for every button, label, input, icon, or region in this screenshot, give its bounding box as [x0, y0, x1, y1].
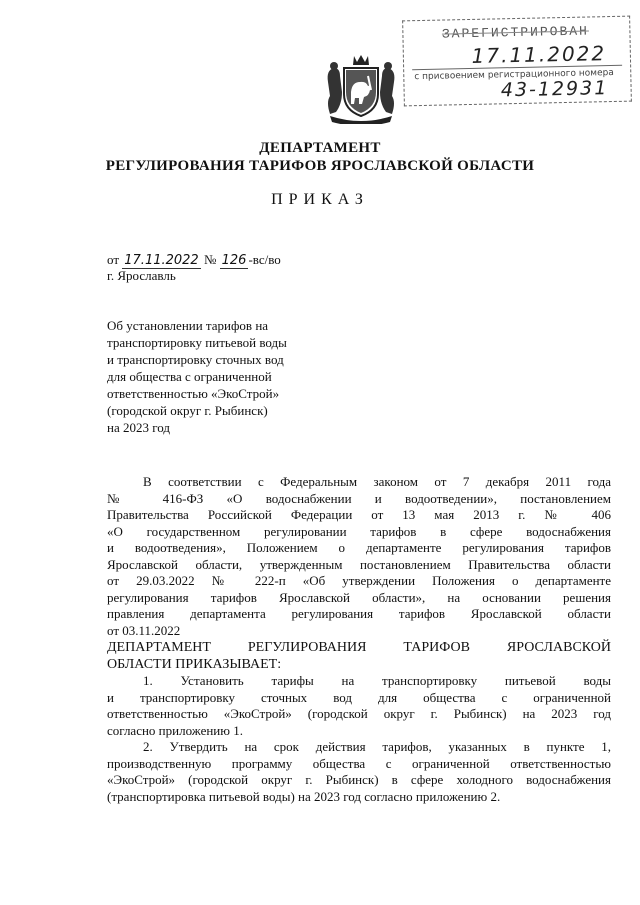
order-city: г. Ярославль — [107, 268, 176, 283]
stamp-note: с присвоением регистрационного номера — [414, 67, 614, 83]
subject-line: (городской округ г. Рыбинск) — [107, 403, 268, 418]
subject-line: ответственностью «ЭкоСтрой» — [107, 386, 280, 401]
subject-line: и транспортировку сточных вод — [107, 352, 284, 367]
item2-line: производственную программу общества с ограниченной ответственностью — [107, 755, 611, 771]
order-date: 17.11.2022 — [124, 253, 199, 268]
orders-heading-line: ДЕПАРТАМЕНТ РЕГУЛИРОВАНИЯ ТАРИФОВ ЯРОСЛАВСКОЙ — [107, 640, 611, 655]
order-number: 126 — [221, 253, 247, 268]
item2-line: 2. Утвердить на срок действия тарифов, указанных в пункте 1, — [143, 739, 611, 754]
order-line — [107, 252, 281, 268]
order-subject — [107, 317, 337, 436]
order-body — [107, 474, 611, 805]
subject-line: Об установлении тарифов на — [107, 318, 269, 333]
item2-line: «ЭкоСтрой» (городской округ г. Рыбинск) в сфере холодного водоснабжения — [107, 772, 611, 787]
stamp-date: 17.11.2022 — [471, 41, 607, 68]
preamble-line: правления департамента регулирования тарифов Ярославской области — [107, 606, 611, 621]
item1-line: согласно приложению 1. — [107, 722, 243, 738]
stamp-header: ЗАРЕГИСТРИРОВАН — [441, 23, 590, 42]
order-number-label: № — [203, 252, 217, 267]
preamble-line: «О государственном регулировании тарифов в сфере водоснабжения — [107, 523, 611, 539]
preamble-line: от 29.03.2022 № 222-п «Об утверждении Положения о департаменте — [107, 573, 611, 588]
department-title: ДЕПАРТАМЕНТ — [259, 140, 381, 156]
orders-heading-line: ОБЛАСТИ ПРИКАЗЫВАЕТ: — [107, 657, 282, 672]
coat-of-arms-icon — [322, 52, 400, 124]
preamble-line: Ярославской области, утвержденным постановлением Правительства области — [107, 556, 611, 572]
item2-line: (транспортировка питьевой воды) на 2023 год согласно приложению 2. — [107, 788, 501, 804]
item1-line: и транспортировку сточных вод для общества с ограниченной — [107, 689, 611, 705]
preamble-line: Правительства Российской Федерации от 13 мая 2013 г. № 406 — [107, 507, 611, 522]
department-subtitle: РЕГУЛИРОВАНИЯ ТАРИФОВ ЯРОСЛАВСКОЙ ОБЛАСТИ — [105, 158, 535, 174]
subject-line: на 2023 год — [107, 420, 170, 435]
order-from-label: от — [107, 252, 120, 267]
subject-line: транспортировку питьевой воды — [107, 335, 287, 350]
subject-line: для общества с ограниченной — [107, 369, 272, 384]
preamble-line: от 03.11.2022 — [107, 622, 181, 638]
item1-line: 1. Установить тарифы на транспортировку питьевой воды — [143, 673, 611, 688]
preamble-line: и водоотведения», Положением о департаменте регулирования тарифов — [107, 540, 611, 555]
document-type: ПРИКАЗ — [271, 191, 369, 208]
item1-line: ответственностью «ЭкоСтрой» (городской округ г. Рыбинск) на 2023 год — [107, 706, 611, 721]
order-suffix: -вс/во — [248, 252, 281, 267]
stamp-number: 43-12931 — [500, 77, 609, 102]
preamble-line: № 416-ФЗ «О водоснабжении и водоотведении», постановлением — [107, 490, 611, 506]
preamble-line: регулирования тарифов Ярославской области», на основании решения — [107, 589, 611, 605]
registration-stamp — [402, 16, 632, 107]
preamble-line: В соответствии с Федеральным законом от 7 декабря 2011 года — [143, 474, 611, 489]
